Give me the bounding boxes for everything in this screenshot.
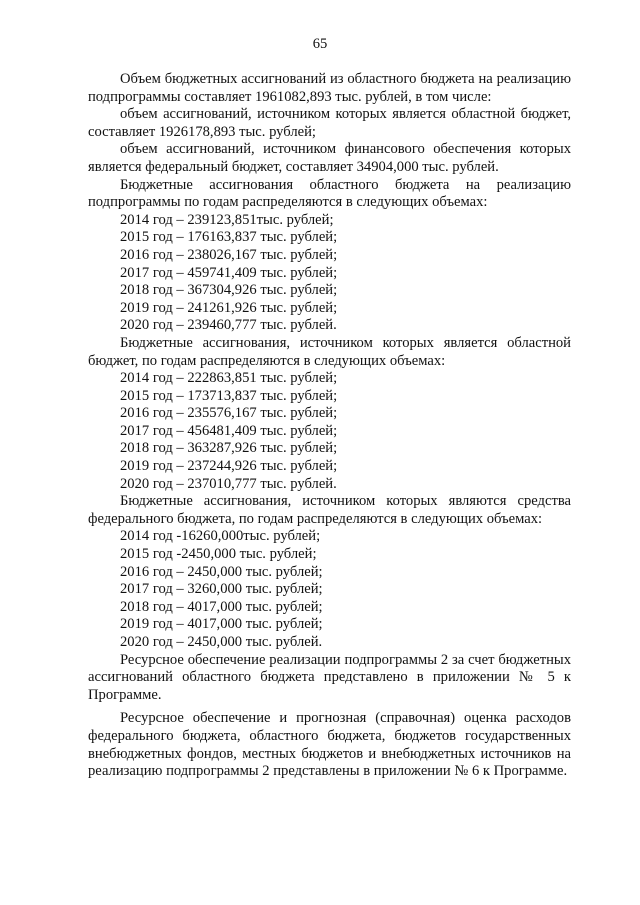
closing-paragraph-appendix-6: Ресурсное обеспечение и прогнозная (справочная) оценка расходов федерального бюджета, областного бюджета, бюджетов государственных внебюджетных фондов, местных бюджетов и внебюджетных источников на реализацию подпрограммы 2 представлены в приложении № 6 к Программе. bbox=[88, 710, 571, 780]
closing-paragraph-appendix-5: Ресурсное обеспечение реализации подпрограммы 2 за счет бюджетных ассигнований областного бюджета представлено в приложении № 5 к Программе. bbox=[88, 651, 571, 703]
total-allocation-item: 2017 год – 459741,409 тыс. рублей; bbox=[120, 264, 338, 281]
regional-allocation-item: 2014 год – 222863,851 тыс. рублей; bbox=[120, 370, 338, 387]
federal-allocation-item: 2016 год – 2450,000 тыс. рублей; bbox=[120, 563, 323, 580]
federal-allocation-item: 2020 год – 2450,000 тыс. рублей. bbox=[120, 634, 323, 650]
regional-allocation-heading: Бюджетные ассигнования, источником которых является областной бюджет, по годам распределяются в следующих объемах: bbox=[88, 334, 571, 369]
federal-allocation-list bbox=[88, 528, 571, 651]
total-allocation-item: 2014 год – 239123,851тыс. рублей; bbox=[120, 211, 334, 228]
page-content bbox=[88, 71, 571, 781]
total-allocation-heading: Бюджетные ассигнования областного бюджета на реализацию подпрограммы по годам распределяются в следующих объемах: bbox=[88, 176, 571, 211]
federal-allocation-item: 2017 год – 3260,000 тыс. рублей; bbox=[120, 581, 323, 598]
total-allocation-item: 2020 год – 239460,777 тыс. рублей. bbox=[120, 317, 337, 334]
intro-paragraph-federal: объем ассигнований, источником финансового обеспечения которых является федеральный бюджет, составляет 34904,000 тыс. рублей. bbox=[88, 141, 571, 175]
federal-allocation-item: 2018 год – 4017,000 тыс. рублей; bbox=[120, 598, 323, 615]
total-allocation-item: 2015 год – 176163,837 тыс. рублей; bbox=[120, 229, 338, 246]
page-number: 65 bbox=[312, 36, 328, 52]
intro-paragraph-total: Объем бюджетных ассигнований из областного бюджета на реализацию подпрограммы составляет 1961082,893 тыс. рублей, в том числе: bbox=[88, 71, 571, 105]
regional-allocation-item: 2015 год – 173713,837 тыс. рублей; bbox=[120, 387, 338, 404]
federal-allocation-heading: Бюджетные ассигнования, источником которых являются средства федерального бюджета, по годам распределяются в следующих объемах: bbox=[88, 493, 571, 527]
regional-allocation-item: 2020 год – 237010,777 тыс. рублей. bbox=[120, 475, 337, 492]
total-allocation-item: 2018 год – 367304,926 тыс. рублей; bbox=[120, 282, 338, 299]
total-allocation-list bbox=[88, 212, 571, 335]
regional-allocation-list bbox=[88, 370, 571, 493]
regional-allocation-item: 2019 год – 237244,926 тыс. рублей; bbox=[120, 458, 338, 475]
federal-allocation-item: 2015 год -2450,000 тыс. рублей; bbox=[120, 546, 317, 563]
total-allocation-item: 2016 год – 238026,167 тыс. рублей; bbox=[120, 246, 338, 263]
intro-paragraph-regional: объем ассигнований, источником которых является областной бюджет, составляет 1926178,893 тыс. рублей; bbox=[88, 106, 571, 140]
federal-allocation-item: 2014 год -16260,000тыс. рублей; bbox=[120, 528, 321, 545]
total-allocation-item: 2019 год – 241261,926 тыс. рублей; bbox=[120, 299, 338, 316]
regional-allocation-item: 2016 год – 235576,167 тыс. рублей; bbox=[120, 405, 338, 422]
regional-allocation-item: 2018 год – 363287,926 тыс. рублей; bbox=[120, 440, 338, 457]
federal-allocation-item: 2019 год – 4017,000 тыс. рублей; bbox=[120, 616, 323, 633]
regional-allocation-item: 2017 год – 456481,409 тыс. рублей; bbox=[120, 422, 338, 439]
